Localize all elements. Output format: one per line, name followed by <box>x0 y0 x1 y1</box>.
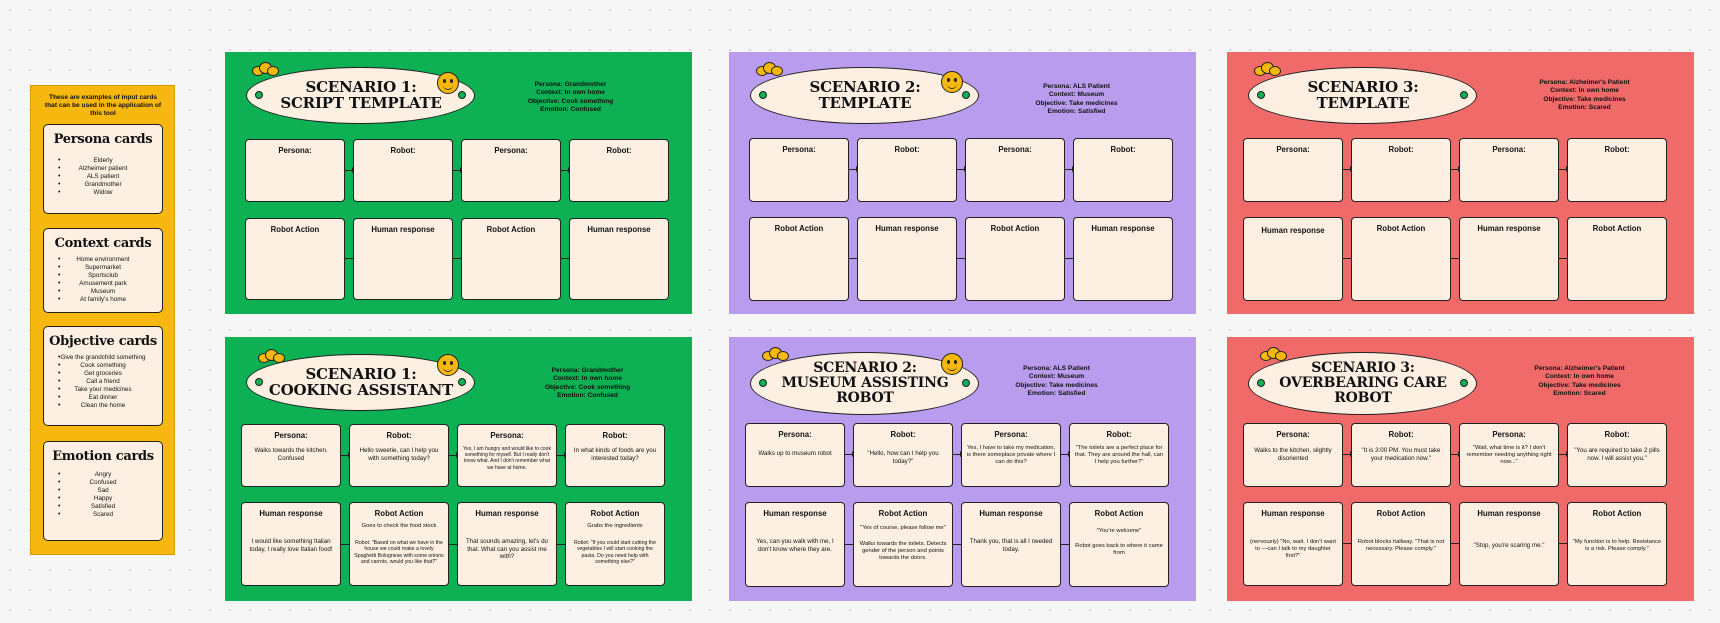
card-title: Robot Action <box>1376 224 1426 233</box>
scenario-title-line2: MUSEUM ASSISTING <box>781 375 949 391</box>
scenario-banner <box>1248 67 1477 124</box>
list-item: • Grandmother <box>50 181 156 189</box>
card-title: Robot: <box>1604 430 1630 439</box>
scenario-1-template-panel <box>225 52 692 314</box>
card-title: Robot Action <box>1376 509 1426 518</box>
smiley-icon <box>437 72 459 94</box>
objective-label: Objective: Cook something <box>527 97 614 105</box>
card-title: Persona: <box>278 146 312 155</box>
card-title: Robot: <box>1106 430 1132 439</box>
bullet-dot-icon <box>962 91 970 99</box>
scenario-2-museum-panel <box>729 337 1196 601</box>
script-card[interactable] <box>1069 423 1169 487</box>
emotion-label: Emotion: Confused <box>557 391 618 399</box>
list-item: • Supermarket <box>50 264 156 272</box>
card-title: Robot Action <box>270 225 320 234</box>
scenario-title-line1: SCENARIO 1: <box>305 365 417 383</box>
card-title: Robot Action <box>1094 509 1144 518</box>
card-title: Robot Action <box>1592 509 1642 518</box>
script-card[interactable] <box>457 424 557 487</box>
card-title: Persona: <box>1276 430 1310 439</box>
context-label: Context: In own home <box>1545 373 1614 381</box>
script-card[interactable] <box>565 424 665 487</box>
card-title: Robot: <box>1110 145 1136 154</box>
card-title: Persona: <box>994 430 1028 439</box>
script-card[interactable] <box>857 217 957 301</box>
script-card[interactable] <box>1351 423 1451 487</box>
card-action: Goes to check the food stock <box>361 523 437 529</box>
context-label: Context: In own home <box>1550 87 1619 95</box>
scenario-title-line2: COOKING ASSISTANT <box>268 381 454 399</box>
card-title: Robot Action <box>878 509 928 518</box>
context-cards-card[interactable] <box>43 228 163 313</box>
card-title: Human response <box>1477 224 1541 233</box>
bullet-dot-icon <box>255 378 263 386</box>
card-body: "My function is to help. Resistance is a risk. Please comply." <box>1572 539 1662 552</box>
script-card[interactable] <box>1243 138 1343 202</box>
context-cards-title: Context cards <box>54 236 152 251</box>
card-body: Robot goes back to where it came from <box>1075 543 1163 556</box>
bullet-dot-icon <box>1460 91 1468 99</box>
script-card[interactable] <box>1351 217 1451 301</box>
script-card[interactable] <box>965 138 1065 202</box>
emotion-label: Emotion: Scared <box>1553 389 1606 397</box>
objective-cards-list <box>44 354 162 410</box>
card-title: Persona: <box>998 145 1032 154</box>
script-card[interactable] <box>245 218 345 300</box>
script-card[interactable] <box>853 502 953 587</box>
list-item: • Elderly <box>50 157 156 165</box>
card-title: Persona: <box>1492 145 1526 154</box>
card-action: Grabs the ingredients <box>587 523 643 529</box>
persona-label: Persona: Alzheimer's Patient <box>1539 79 1630 86</box>
script-card[interactable] <box>853 423 953 487</box>
list-item: • Cook something <box>50 362 156 370</box>
bullet-dot-icon <box>1460 379 1468 387</box>
scenario-title-line2: OVERBEARING CARE <box>1279 375 1447 391</box>
script-card[interactable] <box>1567 502 1667 586</box>
context-label: Context: In own home <box>553 375 622 383</box>
bullet-dot-icon <box>962 379 970 387</box>
script-card[interactable] <box>745 502 845 587</box>
objective-cards-card[interactable] <box>43 326 163 426</box>
card-title: Robot: <box>606 146 632 155</box>
script-card[interactable] <box>1351 502 1451 586</box>
scenario-1-cooking-panel <box>225 337 692 601</box>
card-title: Human response <box>1477 509 1541 518</box>
card-title: Robot: <box>1388 430 1414 439</box>
objective-label: Objective: Take medicines <box>1035 99 1118 107</box>
emotion-cards-list <box>44 471 162 519</box>
cloud-icon <box>762 347 792 361</box>
objective-label: Objective: Take medicines <box>1015 381 1098 389</box>
script-card[interactable] <box>1567 138 1667 202</box>
card-body: That sounds amazing, let's do that. What can you assist me with? <box>465 538 548 561</box>
script-card[interactable] <box>1459 138 1559 202</box>
card-title: Robot Action <box>1592 224 1642 233</box>
bullet-dot-icon <box>759 379 767 387</box>
card-title: Persona: <box>494 146 528 155</box>
card-title: Persona: <box>490 431 524 440</box>
script-card[interactable] <box>1069 502 1169 587</box>
card-body: In what kinds of foods are you interested today? <box>573 447 657 462</box>
card-title: Human response <box>763 509 827 518</box>
scenario-title-line1: SCENARIO 1: <box>305 78 417 96</box>
emotion-cards-card[interactable] <box>43 441 163 541</box>
card-title: Robot Action <box>374 509 424 518</box>
script-card[interactable] <box>353 218 453 300</box>
legend-intro: These are examples of input cards that can be used in the application of this tool <box>44 94 162 117</box>
scenario-info <box>1517 79 1652 112</box>
card-title: Human response <box>1261 509 1325 518</box>
script-card[interactable] <box>1243 502 1343 586</box>
script-card[interactable] <box>1073 138 1173 202</box>
script-card[interactable] <box>749 217 849 301</box>
scenario-title-line2: TEMPLATE <box>1316 94 1410 112</box>
card-title: Human response <box>1091 224 1155 233</box>
persona-cards-card[interactable] <box>43 124 163 214</box>
card-body: "The toilets are a perfect place for that. They are around the hall, can I help you further?" <box>1074 445 1164 465</box>
scenario-banner <box>1248 352 1477 415</box>
script-card[interactable] <box>1243 423 1343 487</box>
list-item: • Sad <box>50 487 156 495</box>
scenario-title-line2: SCRIPT TEMPLATE <box>280 94 442 112</box>
persona-label: Persona: ALS Patient <box>1043 83 1110 90</box>
card-title: Human response <box>371 225 435 234</box>
list-item: • Give the grandchild something <box>50 354 156 362</box>
script-card[interactable] <box>349 424 449 487</box>
card-title: Human response <box>979 509 1043 518</box>
scenario-info <box>1009 83 1144 116</box>
card-title: Robot: <box>1388 145 1414 154</box>
objective-cards-title: Objective cards <box>49 334 157 349</box>
card-title: Robot: <box>1604 145 1630 154</box>
card-body: "Stop, you're scaring me." <box>1473 542 1545 549</box>
scenario-2-template-panel <box>729 52 1196 314</box>
card-action: "Yes of course, please follow me" <box>860 525 946 531</box>
bullet-dot-icon <box>458 378 466 386</box>
card-title: Persona: <box>782 145 816 154</box>
script-card[interactable] <box>565 502 665 586</box>
list-item: • Scared <box>50 511 156 519</box>
list-item: • Home environment <box>50 256 156 264</box>
card-body: Yes, I am hungry and would like to cook something for myself. But I really don't know what. And I don't remember what we have at home. <box>463 446 551 471</box>
card-title: Persona: <box>1276 145 1310 154</box>
card-title: Persona: <box>274 431 308 440</box>
context-label: Context: In own home <box>536 89 605 97</box>
card-body: Robot: "If you could start cutting the vegetables I will start cooking the pasta. Do you need help with something else?" <box>573 540 656 566</box>
card-body: Walks towards the toilets. Detects gender of the person and points towards the doors. <box>859 541 947 561</box>
bullet-dot-icon <box>255 91 263 99</box>
scenario-3-overbearing-panel <box>1227 337 1694 601</box>
bullet-dot-icon <box>1257 91 1265 99</box>
bullet-dot-icon <box>1257 379 1265 387</box>
card-body: (nervously) "No, wait. I don't want to —can I talk to my daughter first?" <box>1250 539 1336 559</box>
script-card[interactable] <box>1567 423 1667 487</box>
card-title: Human response <box>259 509 323 518</box>
card-body: Thank you, that is all I needed today. <box>969 538 1053 553</box>
scenario-info <box>520 367 655 400</box>
card-body: Walks up to museum robot <box>758 450 832 457</box>
persona-cards-list <box>44 157 162 197</box>
card-body: I would like something Italian today, I really love Italian food! <box>249 538 333 553</box>
card-body: Hello sweetie, can I help you with something today? <box>359 447 439 462</box>
script-card[interactable] <box>569 139 669 202</box>
objective-label: Objective: Cook something <box>544 383 631 391</box>
card-title: Robot: <box>390 146 416 155</box>
card-title: Persona: <box>1492 430 1526 439</box>
card-title: Robot Action <box>990 224 1040 233</box>
persona-label: Persona: Grandmother <box>534 81 607 88</box>
persona-label: Persona: ALS Patient <box>1023 365 1090 372</box>
cloud-icon <box>1260 347 1290 361</box>
script-card[interactable] <box>461 218 561 300</box>
scenario-title-line1: SCENARIO 3: <box>1311 360 1415 376</box>
scenario-info <box>1512 365 1647 398</box>
cloud-icon <box>258 349 288 363</box>
list-item: • ALS patient <box>50 173 156 181</box>
card-title: Robot Action <box>774 224 824 233</box>
scenario-title-line2: TEMPLATE <box>818 94 912 112</box>
script-card[interactable] <box>961 423 1061 487</box>
persona-cards-title: Persona cards <box>53 132 153 147</box>
card-title: Robot: <box>602 431 628 440</box>
script-card[interactable] <box>857 138 957 202</box>
scenario-title-line1: SCENARIO 3: <box>1307 78 1419 96</box>
list-item: • At family's home <box>50 296 156 304</box>
persona-label: Persona: Grandmother <box>551 367 624 374</box>
emotion-label: Emotion: Scared <box>1558 103 1611 111</box>
card-body: Yes, I have to take my medication, is there someplace private where I can do this? <box>966 445 1056 465</box>
smiley-icon <box>437 354 459 376</box>
script-card[interactable] <box>353 139 453 202</box>
card-body: Robot blocks hallway. "That is not necessary. Please comply." <box>1357 539 1445 552</box>
scenario-title-line1: SCENARIO 2: <box>809 78 921 96</box>
bullet-dot-icon <box>759 91 767 99</box>
list-item: • Clean the home <box>50 402 156 410</box>
script-card[interactable] <box>749 138 849 202</box>
script-card[interactable] <box>1243 217 1343 301</box>
list-item: • Eat dinner <box>50 394 156 402</box>
list-item: • Call a friend <box>50 378 156 386</box>
cloud-icon <box>756 62 786 76</box>
card-body: "Wait, what time is it? I don't remember needing anything right now..." <box>1466 445 1552 465</box>
script-card[interactable] <box>1351 138 1451 202</box>
emotion-label: Emotion: Confused <box>540 105 601 113</box>
card-title: Robot: <box>894 145 920 154</box>
scenario-3-template-panel <box>1227 52 1694 314</box>
script-card[interactable] <box>965 217 1065 301</box>
card-body: Yes, can you walk with me, I don't know where they are. <box>756 538 834 553</box>
card-action: "You're welcome" <box>1096 528 1142 534</box>
script-card[interactable] <box>961 502 1061 587</box>
card-title: Robot: <box>386 431 412 440</box>
script-card[interactable] <box>1459 502 1559 586</box>
context-label: Context: Museum <box>1028 373 1085 381</box>
scenario-info <box>989 365 1124 398</box>
script-card[interactable] <box>241 424 341 487</box>
script-card[interactable] <box>461 139 561 202</box>
card-title: Human response <box>875 224 939 233</box>
cloud-icon <box>1254 62 1284 76</box>
list-item: • Take your medicines <box>50 386 156 394</box>
scenario-title-line3: ROBOT <box>1334 390 1392 406</box>
scenario-info <box>503 81 638 114</box>
script-card[interactable] <box>245 139 345 202</box>
script-card[interactable] <box>241 502 341 586</box>
list-item: • Confused <box>50 479 156 487</box>
list-item: • Amusement park <box>50 280 156 288</box>
card-title: Human response <box>475 509 539 518</box>
script-card[interactable] <box>349 502 449 586</box>
script-card[interactable] <box>745 423 845 487</box>
objective-label: Objective: Take medicines <box>1543 95 1626 103</box>
emotion-label: Emotion: Satisfied <box>1027 389 1086 397</box>
legend-panel <box>30 85 175 555</box>
context-cards-list <box>44 256 162 304</box>
card-body: Robot: "Based on what we have in the house we could make a lovely Spaghetti Bolognese with some onions and carrots, would you like that?" <box>354 540 444 566</box>
script-card[interactable] <box>1459 217 1559 301</box>
objective-label: Objective: Take medicines <box>1538 381 1621 389</box>
card-body: "It is 3:00 PM. You must take your medication now." <box>1361 447 1441 462</box>
scenario-title-line3: ROBOT <box>836 390 894 406</box>
list-item: • Satisfied <box>50 503 156 511</box>
script-card[interactable] <box>1073 217 1173 301</box>
card-title: Human response <box>587 225 651 234</box>
smiley-icon <box>941 353 963 375</box>
emotion-label: Emotion: Satisfied <box>1047 107 1106 115</box>
persona-label: Persona: Alzheimer's Patient <box>1534 365 1625 372</box>
list-item: • Happy <box>50 495 156 503</box>
script-card[interactable] <box>569 218 669 300</box>
bullet-dot-icon <box>458 91 466 99</box>
card-title: Robot: <box>890 430 916 439</box>
list-item: • Alzheimer patient <box>50 165 156 173</box>
script-card[interactable] <box>1567 217 1667 301</box>
emotion-cards-title: Emotion cards <box>52 449 154 464</box>
card-title: Human response <box>1261 226 1325 235</box>
context-label: Context: Museum <box>1048 91 1105 99</box>
card-body: Walks to the kitchen, slightly disoriented <box>1254 447 1332 462</box>
list-item: • Museum <box>50 288 156 296</box>
list-item: • Get groceries <box>50 370 156 378</box>
card-title: Robot Action <box>486 225 536 234</box>
card-body: "You are required to take 2 pills now. I will assist you." <box>1574 447 1660 462</box>
scenario-title-line1: SCENARIO 2: <box>813 360 917 376</box>
card-title: Persona: <box>778 430 812 439</box>
cloud-icon <box>252 62 282 76</box>
list-item: • Sportsclub <box>50 272 156 280</box>
script-card[interactable] <box>457 502 557 586</box>
list-item: • Angry <box>50 471 156 479</box>
smiley-icon <box>941 71 963 93</box>
list-item: • Widow <box>50 189 156 197</box>
card-body: "Hello, how can I help you today?" <box>867 450 939 465</box>
card-body: Walks towards the kitchen. Confused <box>254 447 328 462</box>
script-card[interactable] <box>1459 423 1559 487</box>
card-title: Robot Action <box>590 509 640 518</box>
